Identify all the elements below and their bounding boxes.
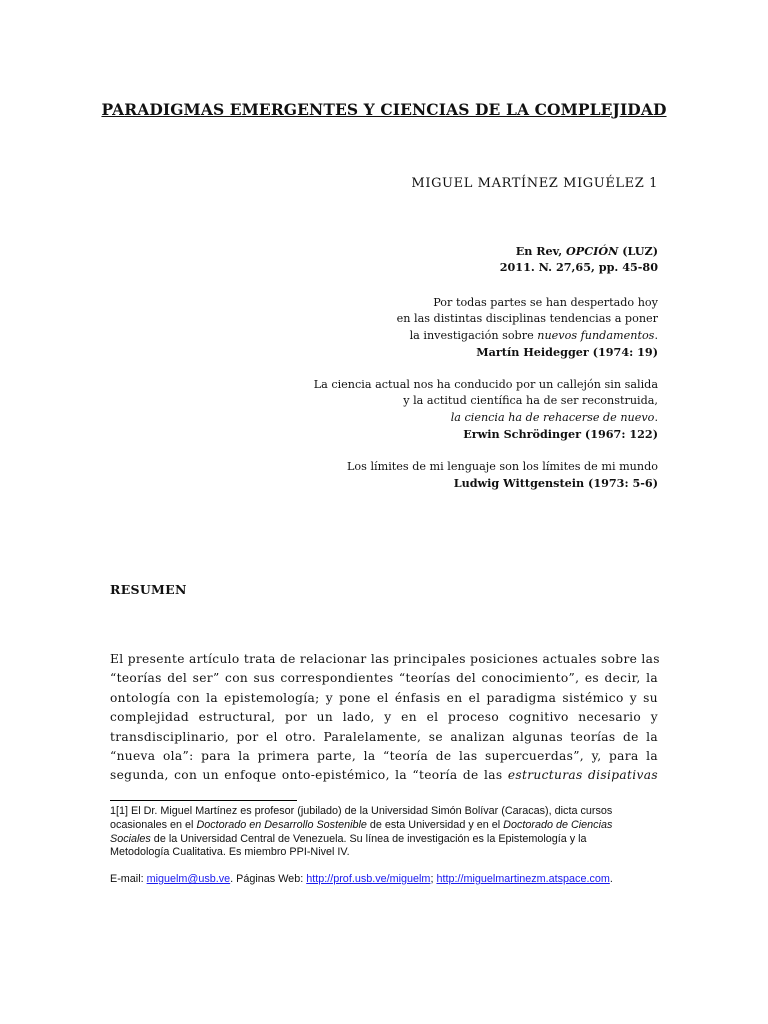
epigraph-heidegger	[397, 295, 658, 361]
footnote-text: de esta Universidad y en el	[366, 818, 504, 831]
epigraph-italic: nuevos fundamentos	[537, 328, 655, 342]
paper-title: PARADIGMAS EMERGENTES Y CIENCIAS DE LA COMPLEJIDAD	[101, 100, 667, 119]
abstract-line: “nueva ola”: para la primera parte, la “teoría de las supercuerdas”, y, para la	[110, 749, 658, 764]
epigraph-text: la investigación sobre	[409, 328, 538, 342]
publication-line-1	[500, 243, 658, 259]
epigraph-attribution: Martín Heidegger (1974: 19)	[476, 345, 658, 360]
footnote-line	[110, 833, 670, 847]
footnote-italic: Doctorado de Ciencias	[503, 818, 613, 831]
abstract-text: segunda, con un enfoque onto-epistémico, la “teoría de las	[110, 768, 508, 783]
epigraph-line: Por todas partes se han despertado hoy	[433, 296, 658, 309]
abstract-line	[110, 766, 658, 785]
footnote-line	[110, 819, 670, 833]
footnote-italic: Sociales	[110, 832, 151, 845]
publication-suffix: (LUZ)	[618, 244, 658, 258]
web-link-1[interactable]: http://prof.usb.ve/miguelm	[306, 873, 431, 885]
footnote-line: 1[1] El Dr. Miguel Martínez es profesor (jubilado) de la Universidad Simón Bolívar (Caracas), dicta cursos	[110, 805, 613, 817]
abstract-line: transdisciplinario, por el otro. Paralelamente, se analizan algunas teorías de la	[110, 729, 658, 744]
footnote-text: de la Universidad Central de Venezuela. Su línea de investigación es la Epistemología y la	[150, 832, 587, 845]
epigraph-attribution: Erwin Schrödinger (1967: 122)	[463, 427, 658, 442]
author-name: MIGUEL MARTÍNEZ MIGUÉLEZ 1	[411, 176, 658, 191]
publication-prefix: En Rev,	[515, 244, 567, 258]
journal-name: OPCIÓN	[566, 244, 619, 258]
resumen-heading: RESUMEN	[110, 582, 187, 597]
web-label: . Páginas Web:	[230, 873, 307, 885]
epigraph-line: Los límites de mi lenguaje son los límites de mi mundo	[347, 460, 658, 473]
footnote-line: Metodología Cualitativa. Es miembro PPI-Nivel IV.	[110, 846, 350, 859]
abstract-italic: estructuras disipativas	[507, 768, 658, 783]
publication-info	[500, 243, 658, 276]
epigraph-end: .	[654, 328, 658, 342]
epigraph-schrodinger	[314, 377, 658, 443]
epigraph-attribution: Ludwig Wittgenstein (1973: 5-6)	[453, 476, 658, 491]
epigraph-line	[314, 410, 658, 426]
epigraph-line	[397, 328, 658, 344]
footnote-text: ocasionales en el	[110, 818, 197, 831]
email-label: E-mail:	[110, 873, 147, 885]
abstract-line: complejidad estructural, por un lado, y en el proceso cognitivo necesario y	[110, 710, 658, 725]
link-separator: ;	[430, 873, 437, 885]
footnote-italic: Doctorado en Desarrollo Sostenible	[196, 818, 367, 831]
abstract-line: El presente artículo trata de relacionar las principales posiciones actuales sobre las	[110, 652, 660, 666]
contact-line	[110, 873, 613, 885]
abstract-paragraph	[110, 650, 658, 786]
epigraph-end: .	[654, 410, 658, 424]
abstract-line: “teorías del ser” con sus correspondientes “teorías del conocimiento”, es decir, la	[110, 671, 658, 686]
epigraph-line: y la actitud científica ha de ser reconstruida,	[403, 394, 658, 408]
email-link[interactable]: miguelm@usb.ve	[146, 873, 231, 885]
abstract-line: ontología con la epistemología; y pone el énfasis en el paradigma sistémico y su	[110, 690, 658, 705]
epigraph-line: La ciencia actual nos ha conducido por un callejón sin salida	[313, 378, 658, 391]
epigraph-italic: la ciencia ha de rehacerse de nuevo	[450, 410, 655, 424]
footnote	[110, 805, 670, 860]
web-link-2[interactable]: http://miguelmartinezm.atspace.com	[436, 873, 610, 885]
epigraph-wittgenstein	[347, 459, 658, 492]
footnote-divider	[110, 800, 297, 801]
contact-end: .	[609, 873, 613, 885]
epigraph-line: en las distintas disciplinas tendencias a poner	[396, 312, 658, 326]
publication-line-2: 2011. N. 27,65, pp. 45-80	[499, 260, 658, 275]
